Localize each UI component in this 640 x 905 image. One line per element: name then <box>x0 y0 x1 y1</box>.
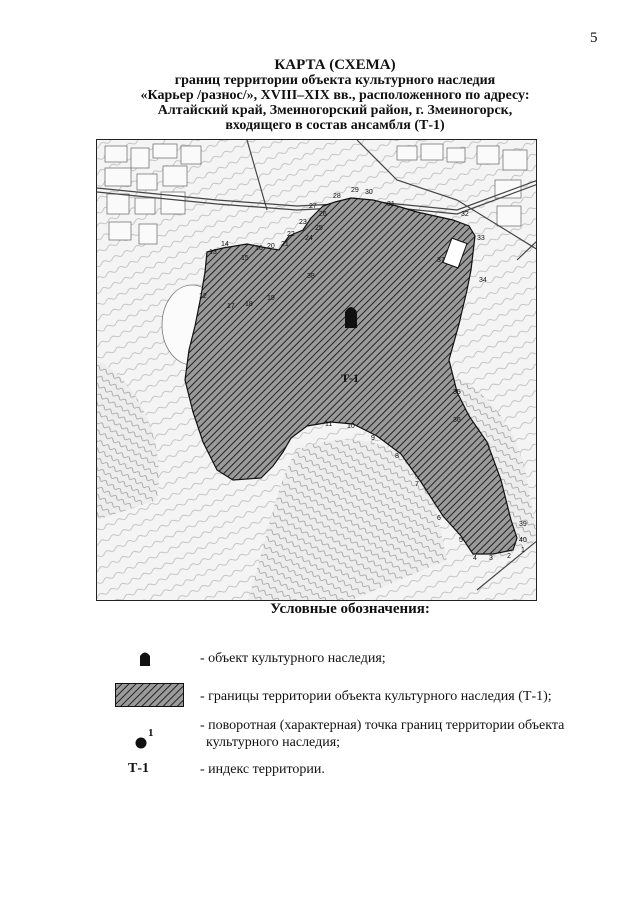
boundary-point-label: 8 <box>395 453 399 460</box>
page-number: 5 <box>590 30 598 46</box>
boundary-point-label: 12 <box>199 293 207 300</box>
boundary-point-label: 35 <box>453 389 461 396</box>
boundary-point-label: 14 <box>221 241 229 248</box>
boundary-point-label: 40 <box>519 537 527 544</box>
boundary-point-label: 7 <box>415 481 419 488</box>
legend-point-icon <box>132 727 158 753</box>
boundary-point-label: 9 <box>371 435 375 442</box>
boundary-point-label: 17 <box>227 303 235 310</box>
boundary-point-label: 21 <box>281 241 289 248</box>
legend-item-object: - объект культурного наследия; <box>200 651 386 666</box>
legend-point-text-line1: - поворотная (характерная) точка границ территории объекта <box>200 718 565 733</box>
boundary-point-label: 34 <box>479 277 487 284</box>
boundary-point-label: 15 <box>241 255 249 262</box>
boundary-point-label: 13 <box>209 249 217 256</box>
title-line-5: входящего в состав ансамбля (Т-1) <box>225 118 445 133</box>
boundary-point-label: 10 <box>347 423 355 430</box>
territory-index-label: Т-1 <box>341 371 359 385</box>
boundary-point-label: 28 <box>333 193 341 200</box>
boundary-point-label: 38 <box>307 273 315 280</box>
boundary-point-label: 30 <box>365 189 373 196</box>
boundary-point-label: 31 <box>387 201 395 208</box>
legend-item-point <box>200 717 564 751</box>
title-line-2: границ территории объекта культурного наследия <box>174 73 496 88</box>
legend-item-boundary: - границы территории объекта культурного наследия (Т-1); <box>200 689 552 704</box>
title-line-3: «Карьер /разнос/», XVIII–XIX вв., расположенного по адресу: <box>140 88 530 103</box>
boundary-point-label: 5 <box>459 537 463 544</box>
map-title-block <box>120 58 550 133</box>
boundary-point-label: 29 <box>351 187 359 194</box>
legend-object-icon <box>138 650 152 666</box>
boundary-point-label: 22 <box>287 231 295 238</box>
boundary-point-label: 39 <box>519 521 527 528</box>
boundary-point-label: 16 <box>255 245 263 252</box>
boundary-point-label: 18 <box>245 301 253 308</box>
boundary-point-label: 36 <box>453 417 461 424</box>
boundary-point-label: 4 <box>473 555 477 562</box>
boundary-point-label: 27 <box>309 203 317 210</box>
legend-title: Условные обозначения: <box>270 601 430 617</box>
boundary-point-label: 26 <box>319 211 327 218</box>
legend-point-text-line2: культурного наследия; <box>206 735 341 750</box>
map-frame <box>96 139 537 601</box>
title-heading: КАРТА (СХЕМА) <box>274 57 396 73</box>
legend-index-label: Т-1 <box>128 761 149 776</box>
boundary-point-label: 37 <box>437 257 445 264</box>
legend-item-index: - индекс территории. <box>200 762 325 777</box>
boundary-point-label: 1 <box>521 547 525 554</box>
boundary-point-label: 3 <box>489 555 493 562</box>
boundary-point-label: 23 <box>299 219 307 226</box>
legend-hatched-area <box>115 683 184 707</box>
boundary-point-label: 32 <box>461 211 469 218</box>
boundary-point-label: 33 <box>477 235 485 242</box>
title-line-4: Алтайский край, Змеиногорский район, г. Змеиногорск, <box>157 103 513 118</box>
boundary-point-label: 20 <box>267 243 275 250</box>
boundary-point-label: 19 <box>267 295 275 302</box>
boundary-point-label: 11 <box>325 421 333 428</box>
map-drawing <box>97 140 537 601</box>
cultural-object-icon <box>345 307 357 328</box>
legend-point-superscript: 1 <box>148 727 154 739</box>
boundary-point-label: 6 <box>437 515 441 522</box>
boundary-point-label: 25 <box>315 225 323 232</box>
boundary-point-label: 2 <box>507 553 511 560</box>
boundary-point-label: 24 <box>305 235 313 242</box>
